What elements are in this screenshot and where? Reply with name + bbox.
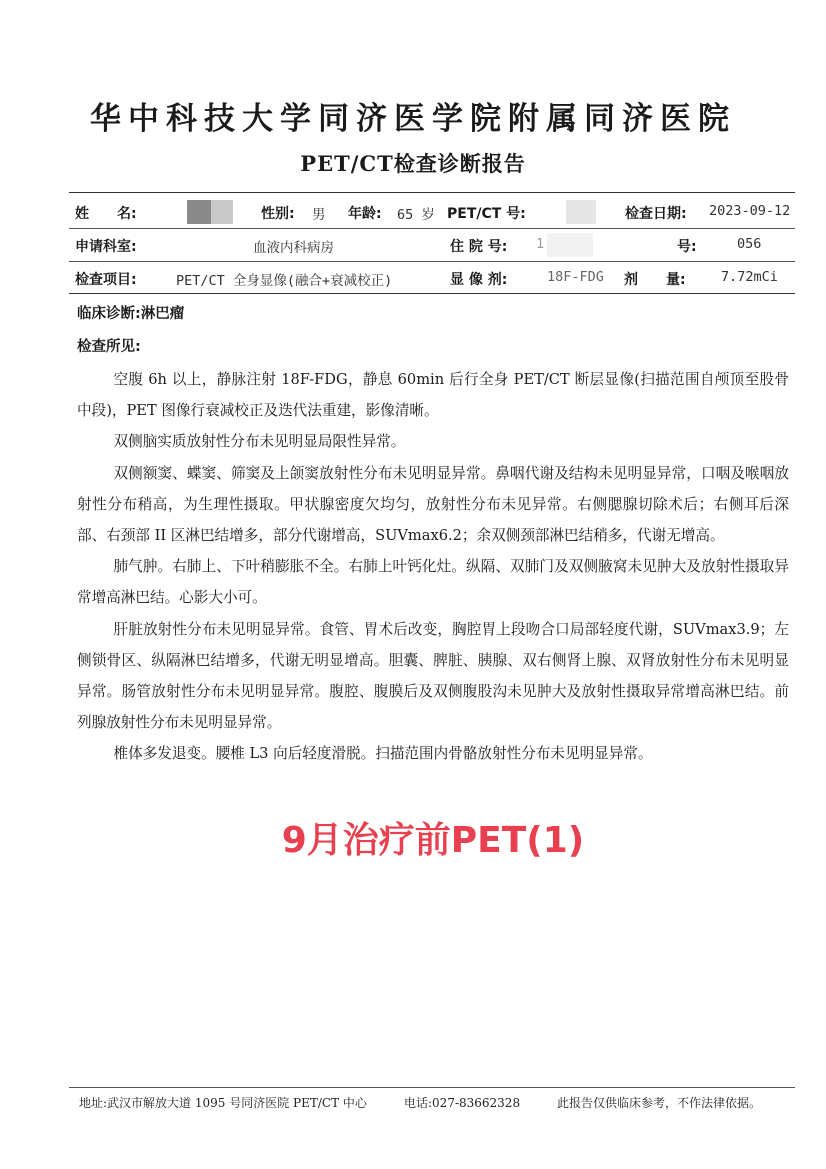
handwritten-annotation: 9月治疗前PET(1) — [281, 820, 585, 861]
bed-label: 号: — [677, 239, 697, 255]
diagnosis-label: 临床诊断: — [77, 306, 141, 322]
redacted-petct-no — [566, 200, 596, 224]
findings-paragraph: 椎体多发退变。腰椎 L3 向后轻度滑脱。扫描范围内骨骼放射性分布未见明显异常。 — [113, 745, 653, 763]
patient-row-2 — [69, 230, 795, 260]
exam-item-value: PET/CT 全身显像(融合+衰减校正) — [176, 273, 393, 289]
redacted-name — [187, 200, 211, 224]
exam-date-label: 检查日期: — [625, 206, 687, 222]
footer-address: 地址:武汉市解放大道 1095 号同济医院 PET/CT 中心 — [79, 1096, 367, 1110]
dept-label: 申请科室: — [75, 239, 137, 255]
clinical-diagnosis — [77, 302, 184, 323]
tracer-label: 显 像 剂: — [450, 272, 508, 288]
sex-label: 性别: — [261, 206, 295, 222]
inpatient-label: 住 院 号: — [450, 239, 508, 255]
exam-item-label: 检查项目: — [75, 272, 137, 288]
divider — [69, 293, 795, 294]
patient-row-3 — [69, 263, 795, 293]
dept-value: 血液内科病房 — [253, 240, 334, 256]
findings-paragraph: 肺气肿。右肺上、下叶稍膨胀不全。右肺上叶钙化灶。纵隔、双肺门及双侧腋窝未见肿大及放射性摄取异常增高淋巴结。心影大小可。 — [77, 558, 789, 607]
footer-divider — [69, 1087, 795, 1088]
divider — [69, 192, 795, 193]
sex-value: 男 — [312, 207, 326, 223]
name-label: 姓 名: — [75, 206, 137, 222]
diagnosis-value: 淋巴瘤 — [140, 306, 185, 322]
findings-paragraph: 空腹 6h 以上，静脉注射 18F-FDG，静息 60min 后行全身 PET/CT 断层显像(扫描范围自颅顶至股骨中段)，PET 图像行衰减校正及迭代法重建，影像清晰。 — [77, 371, 789, 420]
petct-no-label: PET/CT 号: — [447, 206, 526, 222]
patient-row-1 — [69, 197, 795, 227]
divider — [69, 228, 795, 229]
tracer-value: 18F-FDG — [547, 269, 604, 285]
redacted-name — [211, 200, 233, 224]
findings-body — [77, 364, 789, 770]
findings-paragraph: 双侧额窦、蝶窦、筛窦及上颌窦放射性分布未见明显异常。鼻咽代谢及结构未见明显异常，口咽及喉咽放射性分布稍高，为生理性摄取。甲状腺密度欠均匀，放射性分布未见异常。右侧腮腺切除术后；右侧耳后深部、右颈部 II 区淋巴结增多，部分代谢增高，SUVmax6.2；余双侧颈部淋巴结稍多，代谢无增高。 — [77, 464, 789, 545]
findings-paragraph: 肝脏放射性分布未见明显异常。食管、胃术后改变，胸腔胃上段吻合口局部轻度代谢，SUVmax3.9；左侧锁骨区、纵隔淋巴结增多，代谢无明显增高。胆囊、脾脏、胰腺、双右侧肾上腺、双肾放射性分布未见明显异常。肠管放射性分布未见明显异常。腹腔、腹膜后及双侧腹股沟未见肿大及放射性摄取异常增高淋巴结。前列腺放射性分布未见明显异常。 — [77, 620, 789, 732]
divider — [69, 261, 795, 262]
dose-value: 7.72mCi — [721, 269, 778, 285]
dose-label: 剂 量: — [624, 272, 686, 288]
age-label: 年龄: — [348, 206, 382, 222]
findings-label: 检查所见: — [77, 339, 141, 355]
exam-date-value: 2023-09-12 — [709, 203, 791, 219]
redacted-inpatient-no — [547, 233, 593, 257]
inpatient-value: 1 — [536, 236, 545, 252]
bed-value: 056 — [737, 236, 762, 252]
age-value: 65 岁 — [397, 207, 435, 223]
report-title: PET/CT检查诊断报告 — [300, 151, 526, 176]
hospital-name: 华中科技大学同济医学院附属同济医院 — [90, 101, 736, 137]
findings-paragraph: 双侧脑实质放射性分布未见明显局限性异常。 — [113, 433, 406, 451]
footer-phone: 电话:027-83662328 — [404, 1096, 521, 1110]
footer-disclaimer: 此报告仅供临床参考，不作法律依据。 — [557, 1096, 762, 1110]
